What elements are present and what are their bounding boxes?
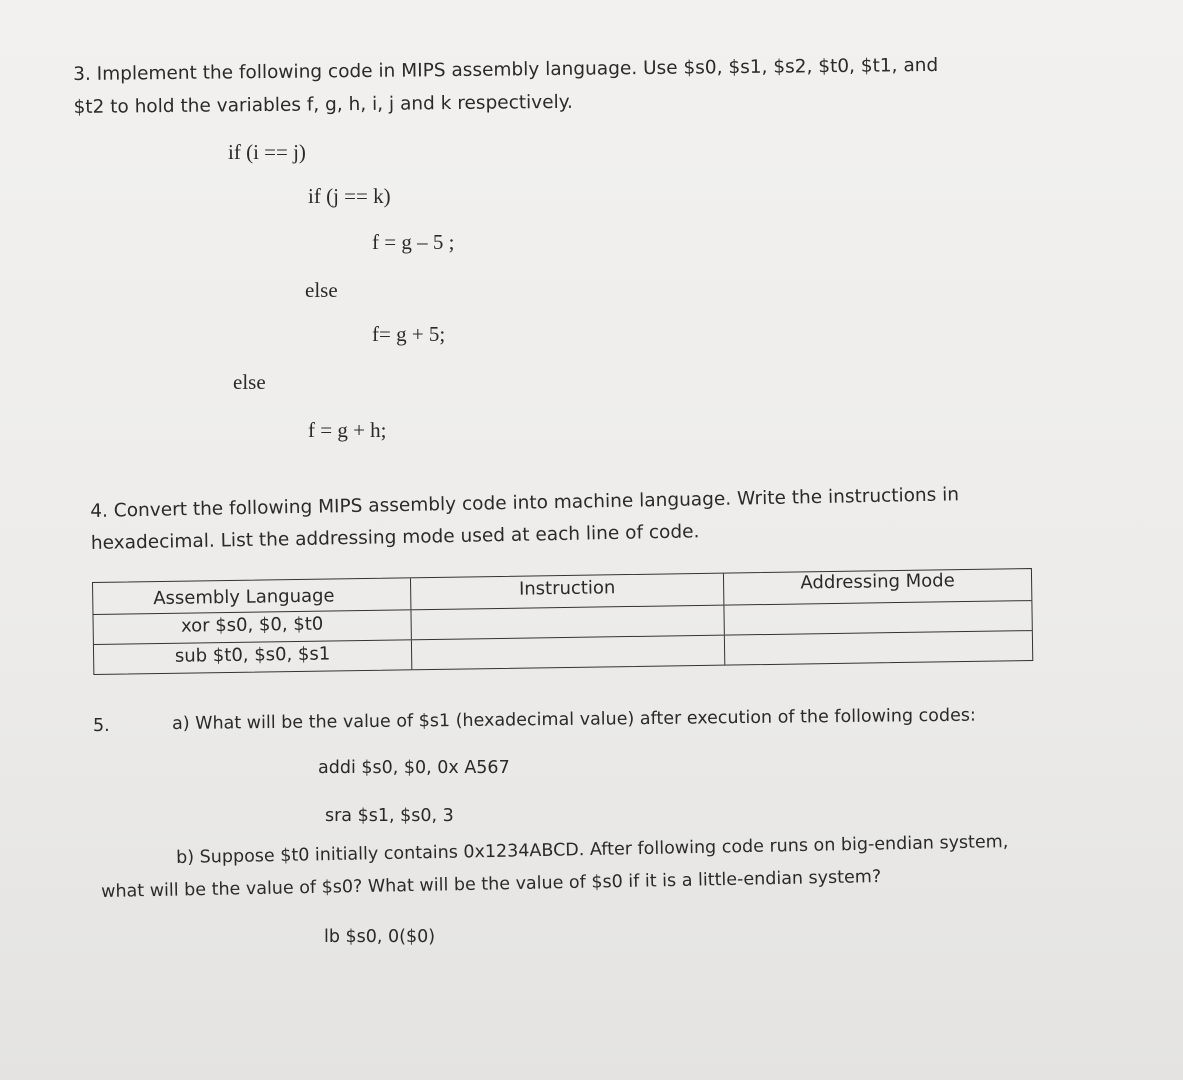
code-if-inner: if (j == k) xyxy=(308,184,391,208)
addressing-mode-answer-cell[interactable] xyxy=(724,601,1031,635)
instruction-answer-cell[interactable] xyxy=(412,636,725,670)
code-else-inner: else xyxy=(305,278,338,302)
question-5-number: 5. xyxy=(93,716,110,736)
header-addressing-mode: Addressing Mode xyxy=(800,570,955,594)
conversion-table xyxy=(92,568,1033,675)
question-5b-code: lb $s0, 0($0) xyxy=(324,927,436,947)
question-5b-line-2: what will be the value of $s0? What will be the value of $s0 if it is a little-endian system? xyxy=(101,867,882,902)
question-3-line-2: $t2 to hold the variables f, g, h, i, j and k respectively. xyxy=(73,91,573,118)
question-3-prompt xyxy=(73,48,1014,124)
question-4-line-1: 4. Convert the following MIPS assembly code into machine language. Write the instructions in xyxy=(90,484,960,522)
header-instruction: Instruction xyxy=(411,574,724,610)
code-assign-1: f = g – 5 ; xyxy=(372,230,455,254)
instruction-answer-cell[interactable] xyxy=(411,606,724,640)
question-5a-code-1: addi $s0, $0, 0x A567 xyxy=(318,758,510,778)
question-4-prompt xyxy=(90,478,1041,560)
code-assign-2: f= g + 5; xyxy=(372,322,446,346)
header-assembly-language: Assembly Language xyxy=(93,578,411,614)
code-else-outer: else xyxy=(233,370,266,394)
question-4-line-2: hexadecimal. List the addressing mode used at each line of code. xyxy=(90,521,700,554)
assembly-cell: sub $t0, $s0, $s1 xyxy=(94,640,412,674)
question-3-line-1: 3. Implement the following code in MIPS assembly language. Use $s0, $s1, $s2, $t0, $t1, and xyxy=(73,54,939,85)
question-5b-line-1: b) Suppose $t0 initially contains 0x1234ABCD. After following code runs on big-endian system, xyxy=(176,832,1009,868)
assembly-cell: xor $s0, $0, $t0 xyxy=(93,610,411,644)
addressing-mode-answer-cell[interactable] xyxy=(725,631,1032,665)
question-5a-text: a) What will be the value of $s1 (hexadecimal value) after execution of the following codes: xyxy=(172,705,976,734)
code-assign-3: f = g + h; xyxy=(308,418,387,442)
code-if-outer: if (i == j) xyxy=(228,140,306,164)
question-5a-code-2: sra $s1, $s0, 3 xyxy=(325,806,454,826)
